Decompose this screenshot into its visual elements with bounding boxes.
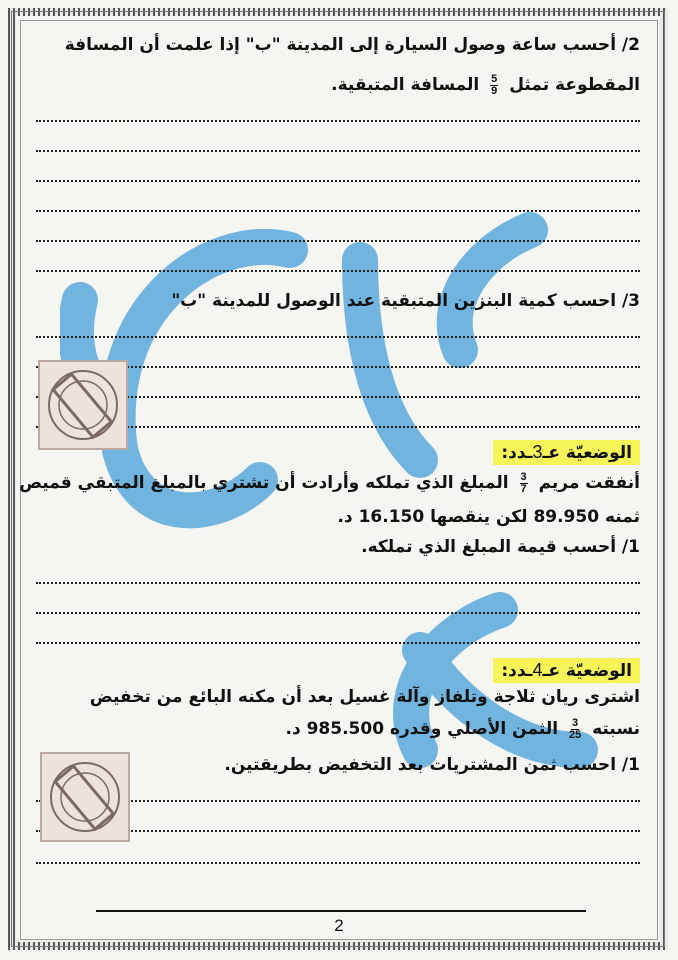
heading-label: الوضعيّة عـ	[542, 443, 632, 463]
line-start: نسبته	[592, 719, 640, 739]
heading-number: 3	[532, 442, 543, 462]
situation-3-line2: ثمنه 89.950 لكن ينقصها 16.150 د.	[337, 507, 640, 527]
page-number: 2	[334, 916, 344, 935]
heading-number: 4	[532, 660, 543, 680]
situation-3-heading	[493, 440, 640, 465]
fraction-numerator: 3	[572, 716, 579, 729]
answer-line[interactable]	[36, 336, 640, 338]
line-end: الثمن الأصلي وقدره 985.500 د.	[285, 719, 559, 739]
q2-line2	[331, 72, 640, 98]
fraction-5-9	[490, 74, 498, 97]
q2-line2-end: المسافة المتبقية.	[331, 75, 480, 95]
answer-line[interactable]	[36, 862, 640, 864]
fraction-denominator: 9	[491, 84, 498, 97]
fraction-numerator: 3	[520, 470, 527, 483]
answer-line[interactable]	[36, 642, 640, 644]
line-start: أنفقت مريم	[538, 473, 640, 493]
situation-4-heading	[493, 658, 640, 683]
line-end: المبلغ الذي تملكه وأرادت أن تشتري بالمبلغ المتبقي قميص	[19, 473, 509, 493]
heading-label: الوضعيّة عـ	[542, 661, 632, 681]
situation-4-line1: اشترى ريان ثلاجة وتلفاز وآلة غسيل بعد أن مكنه البائع من تخفيض	[89, 687, 640, 707]
heading-suffix: ـدد:	[501, 443, 533, 463]
fraction-denominator: 7	[520, 482, 527, 495]
answer-line[interactable]	[36, 270, 640, 272]
heading-suffix: ـدد:	[501, 661, 533, 681]
situation-4-question-1: 1/ احسب ثمن المشتريات بعد التخفيض بطريقتين.	[224, 755, 640, 775]
answer-line[interactable]	[36, 120, 640, 122]
stamp-graphic	[40, 362, 126, 448]
situation-3-question-1: 1/ أحسب قيمة المبلغ الذي تملكه.	[361, 537, 640, 557]
footer-rule	[96, 910, 586, 912]
q2-line1: 2/ أحسب ساعة وصول السيارة إلى المدينة "ب" إذا علمت أن المسافة	[64, 35, 640, 55]
q2-line2-start: المقطوعة تمثل	[509, 75, 640, 95]
fraction-3-7	[520, 472, 528, 495]
answer-line[interactable]	[36, 210, 640, 212]
answer-line[interactable]	[36, 180, 640, 182]
stamp-icon	[40, 752, 130, 842]
situation-3-line1	[19, 470, 640, 496]
q3-line1: 3/ احسب كمية البنزين المتبقية عند الوصول للمدينة "ب"	[171, 291, 640, 311]
stamp-graphic	[42, 754, 128, 840]
answer-line[interactable]	[36, 612, 640, 614]
fraction-numerator: 5	[491, 72, 498, 85]
answer-line[interactable]	[36, 582, 640, 584]
fraction-denominator: 25	[568, 728, 582, 741]
answer-line[interactable]	[36, 150, 640, 152]
fraction-3-25	[569, 718, 581, 741]
situation-4-line2	[285, 716, 640, 742]
answer-line[interactable]	[36, 240, 640, 242]
stamp-icon	[38, 360, 128, 450]
